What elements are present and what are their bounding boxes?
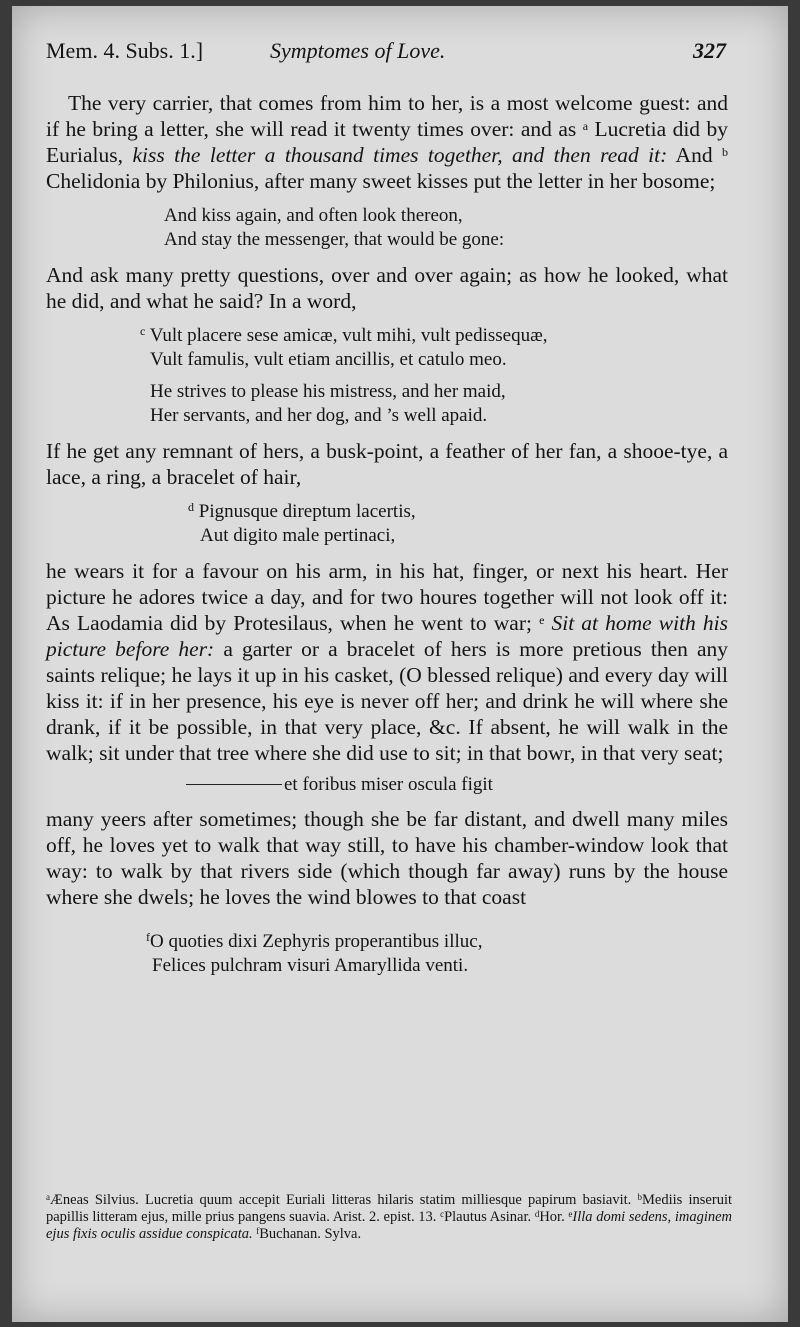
verse-line: Felices pulchram visuri Amaryllida venti. <box>152 955 469 976</box>
verse-1 <box>46 204 728 252</box>
paragraph-1 <box>46 90 728 194</box>
italic-quote: kiss the letter a thousand times together, and then read it: <box>132 143 668 167</box>
verse-line: Aut digito male pertinaci, <box>200 525 396 546</box>
quoted-fragment <box>46 774 728 796</box>
running-header <box>46 38 726 68</box>
footnote-label: d <box>534 1209 540 1219</box>
footnotes <box>46 1192 732 1243</box>
footnote-marker-b: b <box>722 145 729 159</box>
footnote-a: Æneas Silvius. Lucretia quum accepit Euriali litteras hilaris statim milliesque papirum basiavit. <box>50 1192 638 1208</box>
text-run: he wears it for a favour on his arm, in his hat, finger, or next his heart. Her picture he adores twice a day, and for two houres together will not look off it: As Laodamia did by Protesilaus, when he went to war; <box>46 559 728 635</box>
section-reference: Mem. 4. Subs. 1.] <box>46 38 204 63</box>
italic-quote: Sit at home with his picture before her: <box>46 611 728 661</box>
footnote-b: Mediis inseruit papillis litteram ejus, mille prius pangens suavia. Arist. 2. epist. 13. <box>46 1192 732 1225</box>
running-title: Symptomes of Love. <box>270 38 446 63</box>
latin-line: O quoties dixi Zephyris properantibus illuc, <box>150 931 483 952</box>
page-number: 327 <box>693 38 726 63</box>
verse-2 <box>46 324 728 428</box>
verse-line: Her servants, and her dog, and ’s well apaid. <box>150 405 488 426</box>
footnote-label: b <box>637 1192 643 1202</box>
footnote-marker-e: e <box>539 613 545 627</box>
text-run: The very carrier, that comes from him to her, is a most welcome guest: and if he bring a letter, she will read it twenty times over: and as <box>46 91 728 141</box>
verse-line: Vult famulis, vult etiam ancillis, et catulo meo. <box>150 349 507 370</box>
footnote-marker-d: d <box>188 500 194 514</box>
footnote-d: Hor. <box>539 1209 569 1225</box>
footnote-e: Illa domi sedens, imaginem ejus fixis oculis assidue conspicata. <box>46 1209 733 1242</box>
text-run: a garter or a bracelet of hers is more pretious then any saints relique; he lays it up in his casket, (O blessed relique) and every day will kiss it: if in her presence, his eye is never off her; and drink he will where she drank, if it be possible, in that very place, &c. If absent, he will walk in the walk; sit under that tree where she did use to sit; in that bowr, in that very seat; <box>46 637 728 765</box>
latin-line: Pignusque direptum lacertis, <box>198 501 416 522</box>
footnote-label: c <box>440 1209 445 1219</box>
text-run: Lucretia did by Eurialus, <box>46 117 728 167</box>
page-body <box>46 90 728 988</box>
em-rule <box>186 784 282 785</box>
footnote-marker-a: a <box>582 119 589 133</box>
text-run: And <box>667 143 723 167</box>
footnote-marker-f: f <box>146 930 150 944</box>
paragraph-3: If he get any remnant of hers, a busk-point, a feather of her fan, a shooe-tye, a lace, a ring, a bracelet of hair, <box>46 439 728 489</box>
paragraph-4 <box>46 558 728 766</box>
verse-line <box>46 324 728 348</box>
verse-4 <box>46 930 728 978</box>
footnote-label: a <box>46 1192 50 1202</box>
verse-line <box>46 930 728 954</box>
footnote-c: Plautus Asinar. <box>444 1209 535 1225</box>
footnote-label: f <box>256 1226 260 1236</box>
verse-line: He strives to please his mistress, and her maid, <box>150 381 506 402</box>
verse-line: And kiss again, and often look thereon, <box>164 205 463 226</box>
footnote-marker-c: c <box>140 324 146 338</box>
paragraph-2: And ask many pretty questions, over and over again; as how he looked, what he did, and what he said? In a word, <box>46 263 728 313</box>
footnote-f: Buchanan. Sylva. <box>259 1226 362 1242</box>
latin-line: Vult placere sese amicæ, vult mihi, vult pedissequæ, <box>149 325 548 346</box>
text-run: Chelidonia by Philonius, after many sweet kisses put the letter in her bosome; <box>46 169 716 193</box>
verse-line <box>46 500 728 524</box>
latin-line: et foribus miser oscula figit <box>284 774 493 795</box>
footnote-label: e <box>568 1209 573 1219</box>
verse-line: And stay the messenger, that would be gone: <box>164 229 505 250</box>
paragraph-5: many yeers after sometimes; though she be far distant, and dwell many miles off, he loves yet to walk that way still, to have his chamber-window look that way: to walk by that rivers side (which though far away) runs by the house where she dwels; he loves the wind blowes to that coast <box>46 807 728 909</box>
book-page <box>12 6 788 1322</box>
verse-3 <box>46 500 728 548</box>
